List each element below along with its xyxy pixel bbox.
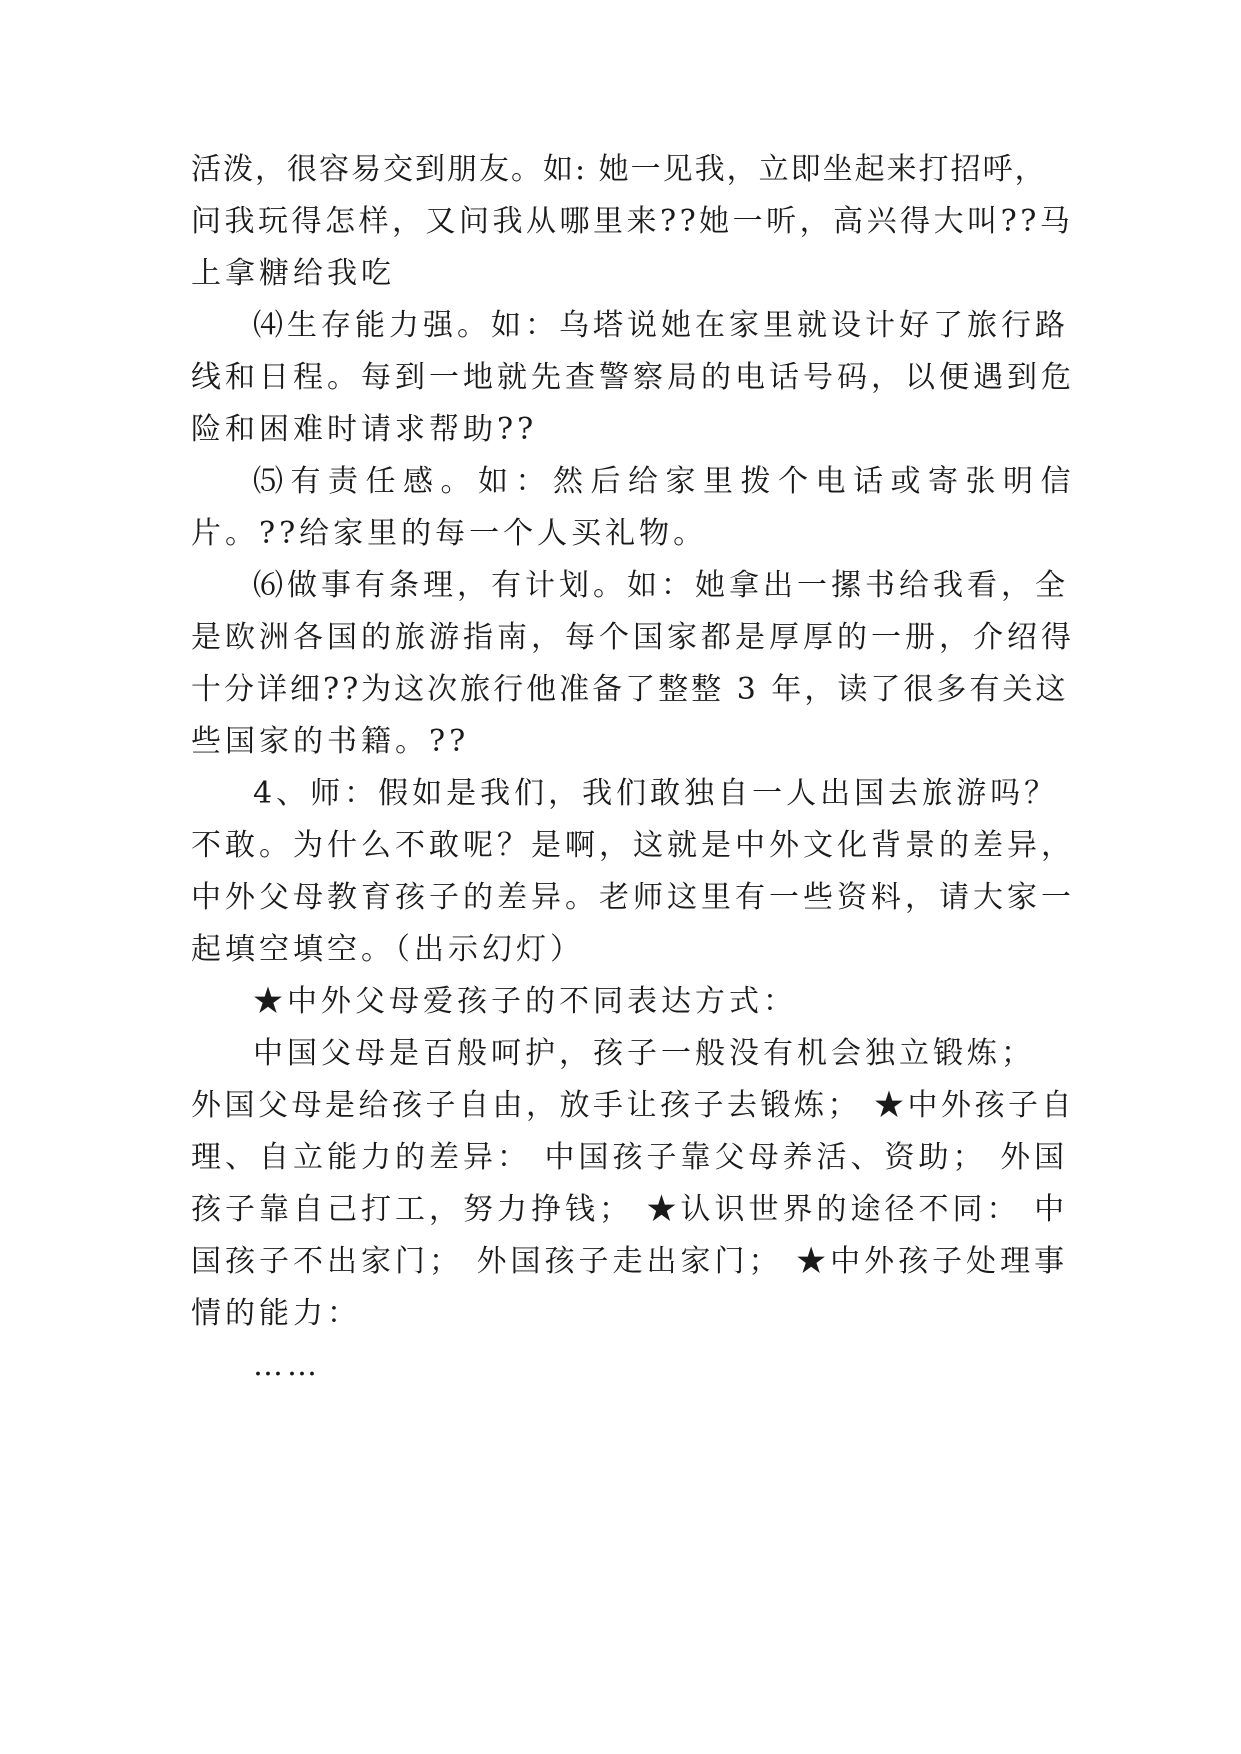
text-line: …… <box>253 1348 321 1383</box>
text-line: 情的能力： <box>191 1296 361 1331</box>
text-line: 问我玩得怎样，又问我从哪里来??她一听，高兴得大叫??马 <box>191 204 1074 239</box>
text-line: 起填空填空。（出示幻灯） <box>191 932 584 967</box>
text-line: 上拿糖给我吃 <box>191 256 395 291</box>
text-line: ⑷生存能力强。如：乌塔说她在家里就设计好了旅行路 <box>253 308 1069 343</box>
text-line: 十分详细??为这次旅行他准备了整整 3 年，读了很多有关这 <box>191 672 1069 707</box>
text-line: 4、师：假如是我们，我们敢独自一人出国去旅游吗？ <box>253 776 1059 811</box>
text-line: 理、自立能力的差异： 中国孩子靠父母养活、资助； 外国 <box>191 1140 1069 1175</box>
text-line: 是欧洲各国的旅游指南，每个国家都是厚厚的一册，介绍得 <box>191 620 1075 655</box>
text-line: 中国父母是百般呵护，孩子一般没有机会独立锻炼； <box>253 1036 1035 1071</box>
text-line: 外国父母是给孩子自由，放手让孩子去锻炼； ★中外孩子自 <box>191 1088 1076 1123</box>
text-line: 片。??给家里的每一个人买礼物。 <box>191 516 708 551</box>
text-line: 线和日程。每到一地就先查警察局的电话号码，以便遇到危 <box>191 360 1075 395</box>
text-line: ⑹做事有条理，有计划。如：她拿出一摞书给我看，全 <box>253 568 1069 603</box>
text-line: ⑸有责任感。如：然后给家里拨个电话或寄张明信 <box>253 464 1078 499</box>
text-line: 险和困难时请求帮助?? <box>191 412 538 447</box>
text-line: ★中外父母爱孩子的不同表达方式： <box>253 984 797 1019</box>
text-line: 孩子靠自己打工，努力挣钱； ★认识世界的途径不同： 中 <box>191 1192 1069 1227</box>
text-line: 些国家的书籍。?? <box>191 724 470 759</box>
text-line: 中外父母教育孩子的差异。老师这里有一些资料，请大家一 <box>191 880 1075 915</box>
text-line: 不敢。为什么不敢呢？是啊，这就是中外文化背景的差异， <box>191 828 1075 863</box>
text-line: 活泼，很容易交到朋友。如: 她一见我，立即坐起来打招呼， <box>191 152 1047 187</box>
text-line: 国孩子不出家门； 外国孩子走出家门； ★中外孩子处理事 <box>191 1244 1069 1279</box>
